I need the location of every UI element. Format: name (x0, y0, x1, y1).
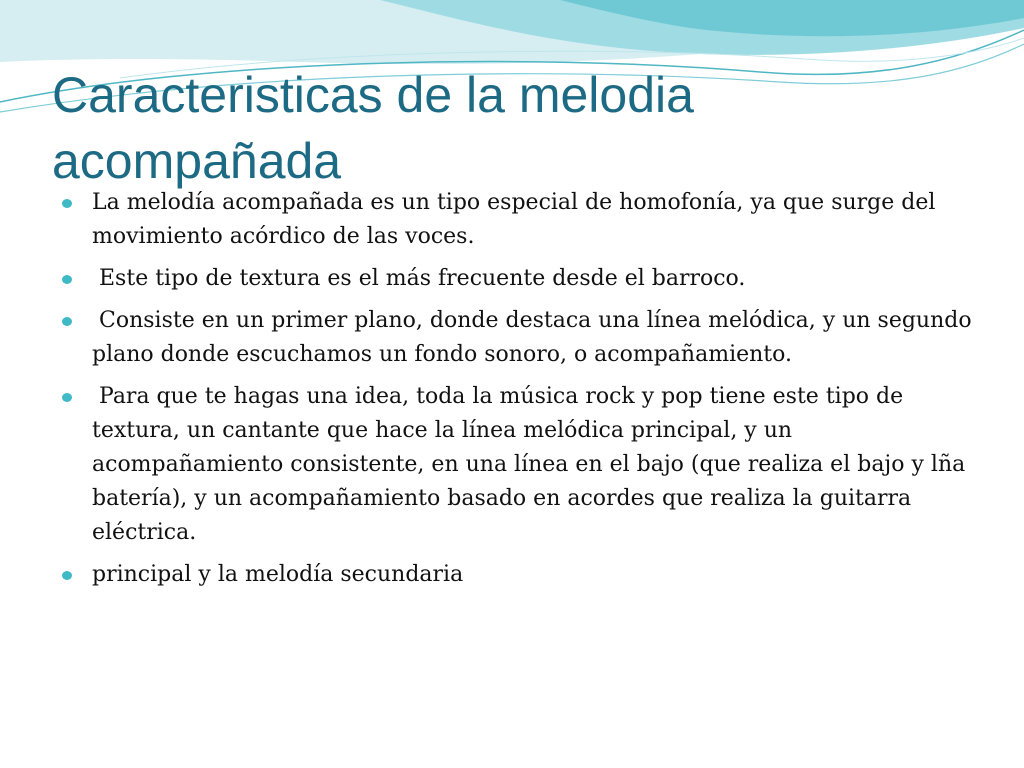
bullet-dot-icon (62, 393, 72, 402)
bullet-text: Consiste en un primer plano, donde destaca una línea melódica, y un segundo plano donde escuchamos un fondo sonoro, o acompañamiento. (92, 308, 979, 367)
bullet-dot-icon (62, 275, 72, 284)
bullet-dot-icon (62, 199, 72, 208)
bullet-list (62, 186, 982, 600)
bullet-item (62, 262, 982, 296)
bullet-text: Este tipo de textura es el más frecuente desde el barroco. (92, 266, 746, 291)
bullet-item (62, 304, 982, 372)
bullet-text: principal y la melodía secundaria (92, 562, 464, 587)
bullet-text: Para que te hagas una idea, toda la música rock y pop tiene este tipo de textura, un cantante que hace la línea melódica principal, y un acompañamiento consistente, en una línea en el bajo (que realiza el bajo y lña batería), y un acompañamiento basado en acordes que realiza la guitarra eléctrica. (92, 384, 973, 545)
bullet-item (62, 380, 982, 550)
slide-title: Caracteristicas de la melodia acompañada (52, 67, 694, 189)
bullet-dot-icon (62, 571, 72, 580)
bullet-item (62, 558, 982, 592)
bullet-item (62, 186, 982, 254)
bullet-dot-icon (62, 317, 72, 326)
bullet-text: La melodía acompañada es un tipo especial de homofonía, ya que surge del movimiento acórdico de las voces. (92, 190, 936, 249)
